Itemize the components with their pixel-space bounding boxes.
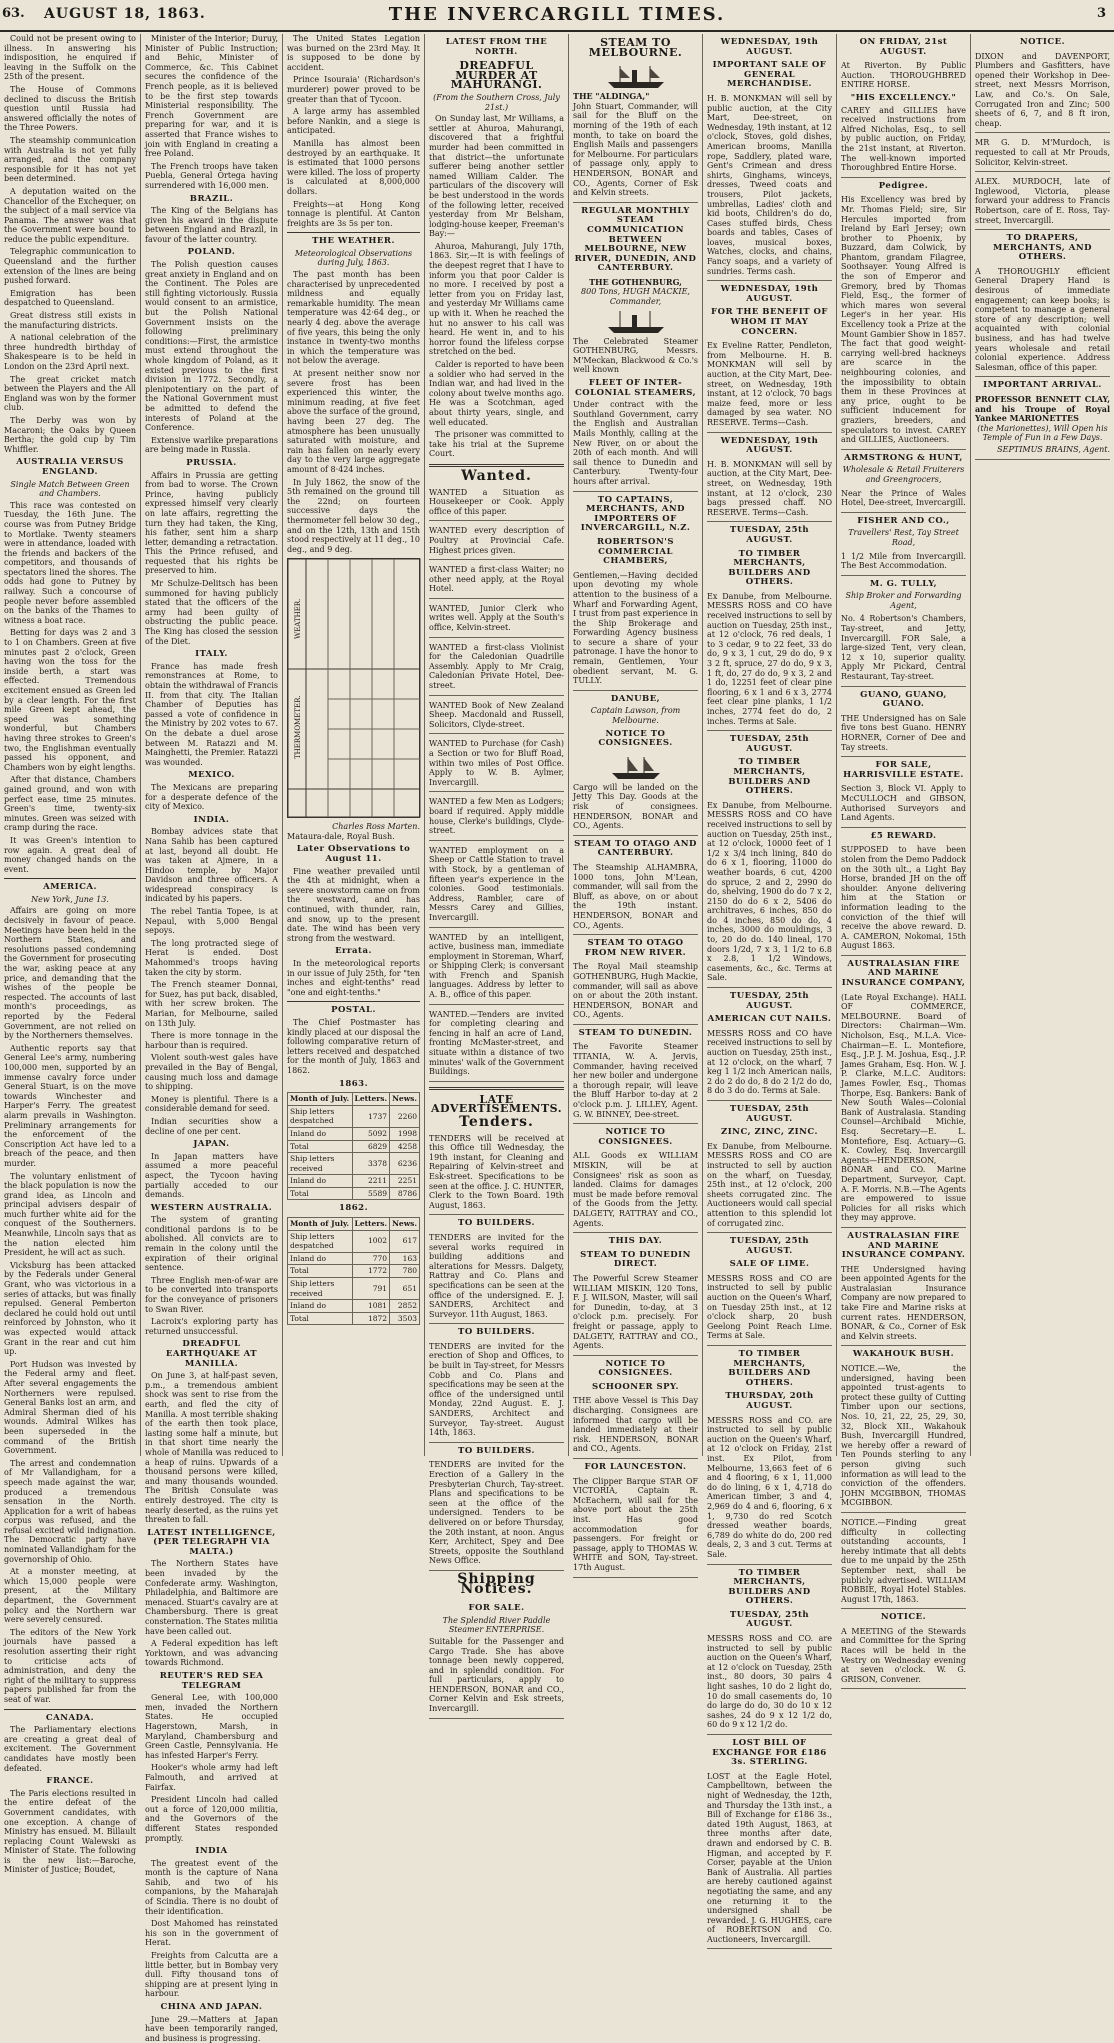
ad-tender-town-board: TENDERS will be received at this Office till Wednesday, the 19th instant, for Cleaning and Repairing of Kelvin-street and Esk-street. Specifications to be seen at the office. J. C. HUNTER, Clerk to the Town Board. 19th August, 1863. bbox=[429, 1132, 564, 1216]
ship-gothenburg: THE GOTHENBURG, bbox=[589, 276, 682, 287]
sub-armstrong: Wholesale & Retail Fruiterers and Greengrocers, bbox=[842, 465, 965, 484]
postal-table-1862 bbox=[287, 1217, 420, 1325]
heading-australia-england: AUSTRALIA VERSUS ENGLAND. bbox=[16, 457, 124, 477]
heading-excellency: "HIS EXCELLENCY." bbox=[850, 92, 957, 103]
ad-consignees-2: ALL Goods ex WILLIAM MISKIN, will be at Consignees' risk as soon as landed. Claims for damages must be made before removal of the Goods from the Jetty. DALGETY, RATTRAY and CO., Agents. bbox=[573, 1149, 698, 1233]
ad-timber-1: Ex Danube, from Melbourne. MESSRS ROSS and CO have received instructions to sell by auction on Tuesday, 25th inst., at 12 o'clock, 76 red deals, 1 to 3 cedar, 9 to 22 feet, 33 do do, 9 x 3, 1 cut, 29 do do, 9 x 3 2 ft, spruce, 27 do do, 9 x 3, 1 ft, do, 27 do do, 9 x 3, 2 and 1 do, 12251 feet of clear pine flooring, 6 x 1 and 6 x 3, 2774 feet clear pine planks, 1 1/2 inches, 2774 feet do do, 2 inches. Terms at Sale. bbox=[707, 590, 832, 731]
ad-arrival bbox=[975, 393, 1110, 460]
heading-latest-north: LATEST FROM THE NORTH. bbox=[445, 37, 548, 57]
heading-robertson: ROBERTSON'S COMMERCIAL CHAMBERS, bbox=[597, 536, 674, 567]
heading-danube: DANUBE, bbox=[610, 693, 661, 704]
column-7 bbox=[836, 34, 970, 1684]
for-sale-ship: The Splendid River Paddle Steamer ENTERPRISE. bbox=[442, 1615, 551, 1635]
table-cell: 5092 bbox=[352, 1127, 390, 1140]
table-row bbox=[288, 1105, 420, 1127]
table-cell: 2852 bbox=[390, 1300, 420, 1313]
table-row bbox=[288, 1127, 420, 1140]
heading-thu: THURSDAY, 20th AUGUST. bbox=[725, 1391, 814, 1411]
columns bbox=[0, 34, 1114, 2043]
masthead bbox=[0, 0, 1114, 32]
weather-table bbox=[287, 558, 420, 818]
ad-consignees-1: Cargo will be landed on the Jetty This Day. Goods at the risk of consignees. HENDERSON, BONAR and CO., Agents. bbox=[573, 751, 698, 836]
heading-timber-2: TO TIMBER MERCHANTS, BUILDERS AND OTHERS. bbox=[728, 757, 811, 797]
heading-consignees-2: NOTICE TO CONSIGNEES. bbox=[598, 1127, 673, 1147]
ad-wanted-2: WANTED every description of Poultry at Provincial Cafe. Highest prices given. bbox=[429, 524, 564, 560]
heading-steam-otago: STEAM TO OTAGO AND CANTERBURY. bbox=[574, 838, 697, 859]
ad-meeting: A MEETING of the Stewards and Committee for the Spring Races will be held in the Vestry on Wednesday evening at seven o'clock. W. G. GRISON, Convener. bbox=[841, 1625, 966, 1690]
newspaper-title: THE INVERCARGILL TIMES. bbox=[388, 4, 726, 25]
ad-wanted-11: WANTED.—Tenders are invited for completing clearing and fencing in half an acre of Land, fronting McMaster-street, and situate within a distance of two minutes' walk of the Government Buildings. bbox=[429, 1008, 564, 1082]
heading-canada: CANADA. bbox=[45, 1712, 95, 1723]
weather-signature: Charles Ross Marten. bbox=[332, 822, 420, 832]
table-cell: 8786 bbox=[390, 1187, 420, 1200]
table-row bbox=[288, 1265, 420, 1278]
table-cell: Total bbox=[288, 1265, 353, 1278]
ad-gothenburg-2: The Royal Mail steamship GOTHENBURG, Hugh Mackie, commander, will sail as above on or about the 20th instant. HENDERSON, BONAR and CO., Agents. bbox=[573, 960, 698, 1025]
sub-tully: Ship Broker and Forwarding Agent, bbox=[845, 591, 962, 610]
table-cell: 651 bbox=[390, 1278, 420, 1300]
heading-weather: THE WEATHER. bbox=[312, 236, 395, 247]
ad-pedigree: His Excellency was bred by Mr. Thomas Field; sire, Sir Hercules imported from Ireland by Earl Jersey; own brother to Phoenix, by Buzzard, dam Colwick, by Phantom, grandam Filagree, Soothsayer. Young Alfred is the son of Emperor and Gremory, bred by Thomas Field, Esq., the former of which mares won several Leger's in her year. His Excellency took a Prize at the Mount Gambier Show in 1857. The fact that good weight-carrying well-bred hackneys are scarce in the neighbouring colonies, and the impossibility to obtain them in these Provinces at any price, ought to be sufficient inducement for graziers, breeders, and speculators to invest. CAREY and GILLIES, Auctioneers. bbox=[841, 193, 966, 449]
heading-tue-5: TUESDAY, 25th AUGUST. bbox=[729, 1236, 810, 1256]
table-cell: Ship letters despatched bbox=[288, 1105, 353, 1127]
table-cell: 2260 bbox=[390, 1105, 420, 1127]
ad-wanted-9: WANTED employment on a Sheep or Cattle Station to travel with Stock, by a gentleman of fifteen year's experience in the colonies. Good testimonials. Address, Rambler, care of Messrs Carey and Gillies, Invercargill. bbox=[429, 844, 564, 928]
heading-dunedin-direct: STEAM TO DUNEDIN DIRECT. bbox=[580, 1249, 691, 1270]
dateline-america: New York, June 13. bbox=[31, 894, 109, 904]
table-cell: 3378 bbox=[352, 1153, 390, 1175]
ad-harrisville: Section 3, Block VI. Apply to McCULLOCH and GIBSON, Authorised Surveyors and Land Agents. bbox=[841, 782, 966, 827]
ad-lost-bill: LOST at the Eagle Hotel, Campbelltown, between the night of Wednesday, the 12th, and Thursday the 13th inst., a Bill of Exchange for £186 3s., dated 19th August, 1863, at three months after date, drawn and endorsed by C. B. Higman, and accepted by F. Corser, payable at the Union Bank of Australia. All parties are hereby cautioned against negotiating the same, and any one returning it to the undersigned shall be rewarded. J. G. HUGHES, care of ROBERTSON and Co. Auctioneers, Invercargill. bbox=[707, 1770, 832, 1950]
steamship-icon bbox=[606, 64, 666, 90]
heading-mexico: MEXICO. bbox=[188, 770, 235, 781]
heading-india-2: INDIA bbox=[195, 1846, 228, 1857]
ad-monkman-chaff: H. B. MONKMAN will sell by auction, at the City Mart, Dee-street, on Wednesday, 19th instant, at 12 o'clock, 230 bags pressed chaff. NO RESERVE. Terms—Cash. bbox=[707, 458, 832, 523]
table-cell: 1081 bbox=[352, 1300, 390, 1313]
label-thermometer: THERMOMETER. bbox=[294, 695, 302, 760]
postal-title-1862: 1862. bbox=[338, 1203, 369, 1214]
page-number-right: 3 bbox=[1096, 6, 1106, 21]
heading-benefit: FOR THE BENEFIT OF WHOM IT MAY CONCERN. bbox=[711, 307, 828, 337]
heading-monthly-steam: REGULAR MONTHLY STEAM COMMUNICATION BETWEEN MELBOURNE, NEW RIVER, DUNEDIN, AND CANTERBURY. bbox=[574, 205, 697, 274]
heading-tue-4: TUESDAY, 25th AUGUST. bbox=[729, 1103, 810, 1124]
heading-steam-melbourne: STEAM TO MELBOURNE. bbox=[588, 36, 683, 59]
table-cell: 4258 bbox=[390, 1140, 420, 1153]
ad-builders-1: TENDERS are invited for the several works required in building additions and alterations for Messrs. Dalgety, Rattray and Co. Plans and specifications can be seen at the office of the undersigned. E. J. SANDERS, Architect and Surveyor. 11th August, 1863. bbox=[429, 1231, 564, 1324]
ad-builders-2: TENDERS are invited for the erection of Shop and Offices, to be built in Tay-street, for Messrs Cobb and Co. Plans and specifications may be seen at the office of the undersigned until Monday, 22nd August. E. J. SANDERS, Architect and Surveyor, Tay-street. August 14th, 1863. bbox=[429, 1340, 564, 1443]
ad-gothenburg: THE GOTHENBURG, 800 Tons, HUGH MACKIE, Commander, The Celebrated Steamer GOTHENBURG, Messrs. M'Meckan, Blackwood & Co.'s well known FLEET OF INTER-COLONIAL STEAMERS, Under contract with the Southland Government, carry the English and Australian Mails Monthly, calling at the New River, on or about the 20th of each month. And will sail thence to Dunedin and Canterbury. Twenty-four hours after arrival. bbox=[573, 276, 698, 492]
ad-tully: No. 4 Robertson's Chambers, Tay-street, and Jetty, Invercargill. FOR Sale, a large-sized Tent, very clean, 12 x 10, superior quality. Apply Mr Pickard, Central Restaurant, Tay-street. bbox=[841, 612, 966, 686]
postal-title-1863: 1863. bbox=[338, 1078, 369, 1089]
heading-notice-8: NOTICE. bbox=[1019, 37, 1066, 47]
heading-tully: M. G. TULLY, bbox=[869, 578, 938, 589]
heading-china-japan: CHINA AND JAPAN. bbox=[160, 2002, 263, 2012]
ad-lime: MESSRS ROSS and CO are instructed to sell by public auction on the Queen's Wharf, on Tuesday 25th inst., at 12 o'clock sharp, 20 bush Geelong Point Reach Lime. Terms at Sale. bbox=[707, 1272, 832, 1346]
sub-australia-england: Single Match Between Green and Chambers. bbox=[10, 479, 130, 499]
table-cell: Inland do bbox=[288, 1300, 353, 1313]
heading-arrival: IMPORTANT ARRIVAL. bbox=[983, 380, 1102, 391]
heading-italy: ITALY. bbox=[195, 649, 228, 660]
later-observations: Later Observations to August 11. bbox=[296, 844, 411, 865]
column-2: Minister of the Interior; Duruy, Minister of Public Instruction; and Behic, Minister of Commerce, &c. This Cabinet secures the confidence of the French people, as it is believed to be the first step towards Ministerial responsibility. The French Government are preparing for war, and it is asserted that France wishes to join with England in creating a free Poland. The French troops have taken Puebla, General Ortega having surrendered with 16,000 men. BRAZIL. The King of the Belgians has given his award in the dispute between England and Brazil, in favour of the latter country. POLAND. The Polish question causes great anxiety in England and on the Continent. The Poles are still fighting victoriously. Russia would consent to an armistice, but the Polish National Government insists on the following preliminary conditions:—First, the armistice must extend throughout the whole kingdom of Poland, as it existed previous to the first division in 1772. Secondly, a plenipotentiary on the part of the National Government must be admitted to defend the interests of Poland at the Conference. Extensive warlike preparations are being made in Russia. PRUSSIA. Affairs in Prussia are getting from bad to worse. The Crown Prince, having publicly expressed himself very clearly on late affairs, regretting the turn they had taken, the King, his father, sent him a sharp letter, demanding a retractation. This the Prince refused, and requested that his rights be preserved to him. Mr Schulze-Delitsch has been summoned for having publicly stated that the officers of the army had been guilty of obstructing the public peace. The King has closed the session of the Diet. ITALY. France has made fresh remonstrances at Rome, to obtain the withdrawal of Francis II. from that city. The Italian Chamber of Deputies has passed a vote of confidence in the Ministry by 202 votes to 67. On the debate a duel arose between M. Ratazzi and M. Mainghetti, the Premier. Ratazzi was wounded. MEXICO. The Mexicans are preparing for a desperate defence of the city of Mexico. INDIA. Bombay advices state that Nana Sahib has been captured at last, beyond all doubt. He was taken at Ajmere, in a Hindoo temple, by Major Davidson and three officers. A widespread conspiracy is indicated by his papers. The rebel Tantia Topee, is at Nepaul, with 5,000 Bengal sepoys. The long protracted siege of Herat is ended. Dost Mahommed's troops having taken the city by storm. The French steamer Donnai, for Suez, has put back, disabled, with her screw broken. The Marian, for Melbourne, sailed on 13th July. There is more tonnage in the harbour than is required. Violent south-west gales have prevailed in the Bay of Bengal, causing much loss and damage to shipping. Money is plentiful. There is a considerable demand for seed. Indian securities show a decline of one per cent. JAPAN. In Japan matters have assumed a more peaceful aspect, the Tycoon having partially acceded to our demands. WESTERN AUSTRALIA. The system of granting conditional pardons is to be abolished. All convicts are to remain in the colony until the expiration of their original sentence. Three English men-of-war are to be converted into transports for the conveyance of prisoners to Swan River. Lacroix's exploring party has returned unsuccessful. DREADFUL EARTHQUAKE AT MANILLA. On June 3, at half-past seven, p.m., a tremendous ambient shock was sent to rise from the earth, and fled the city of Manilla. A most terrible shaking of the earth then took place, lasting some half a minute, but in that short time nearly the whole of Manilla was reduced to a heap of ruins. Upwards of a thousand persons were killed, and many thousands wounded. The British Consulate was entirely destroyed. The city is nearly deserted, as the ruins yet threaten to fall. LATEST INTELLIGENCE, (PER TELEGRAPH VIA MALTA.) The Northern States have been invaded by the Confederate army. Washington, Philadelphia, and Baltimore are menaced. Stuart's cavalry are at Chambersburg. There is great consternation. The States militia have been called out. A Federal expedition has left Yorktown, and was advancing towards Richmond. REUTER'S RED SEA TELEGRAM General Lee, with 100,000 men, invaded the Northern States. He occupied Hagerstown, Marsh, in Maryland, Chambersburg and Green Castle, Pennsylvania. He has infested Harper's Ferry. Hooker's whole army had left Falmouth, and arrived at Fairfax. President Lincoln had called out a force of 120,000 militia, and the Governors of the different States responded promptly. INDIA The greatest event of the month is the capture of Nana Sahib, and two of his companions, by the Maharajah of Scindia. There is no doubt of their identification. Dost Mahomed has reinstated his son in the government of Herat. Freights from Calcutta are a little better, but in Bombay very dull. Fifty thousand tons of shipping are at present lying in harbour. CHINA AND JAPAN. June 29.—Matters at Japan have been temporarily ranged, and business is progressing. bbox=[140, 34, 282, 1456]
heading-earthquake: DREADFUL EARTHQUAKE AT MANILLA. bbox=[165, 1339, 258, 1369]
weather-table-grid bbox=[288, 559, 420, 817]
heading-general-merchandise: IMPORTANT SALE OF GENERAL MERCHANDISE. bbox=[712, 60, 827, 90]
table-cell: Inland do bbox=[288, 1127, 353, 1140]
heading-wed-2: WEDNESDAY, 19th AUGUST. bbox=[720, 284, 819, 304]
table-header: News. bbox=[390, 1093, 420, 1106]
table-cell: Total bbox=[288, 1312, 353, 1325]
heading-launceston: FOR LAUNCESTON. bbox=[584, 1462, 687, 1473]
heading-this-day: THIS DAY. bbox=[608, 1236, 663, 1247]
ad-robertson: Gentlemen,—Having decided upon devoting my whole attention to the business of a Wharf and Forwarding Agent, I trust from past experience in the Ship Brokerage and Forwarding Agency business to secure a share of your patronage. I have the honor to remain, Gentlemen, Your obedient servant, M. G. TULLY. bbox=[573, 569, 698, 691]
ad-excellency: At Riverton. By Public Auction. THOROUGHBRED ENTIRE HORSE. "HIS EXCELLENCY." CAREY and GILLIES have received instructions from Alfred Nicholas, Esq., to sell by public auction, on Friday, the 21st instant, at Riverton. The well-known imported Thoroughbred Entire Horse. bbox=[841, 59, 966, 178]
ad-wanted-1: WANTED a Situation as Housekeeper or Cook. Apply office of this paper. bbox=[429, 486, 564, 522]
heading-friday: ON FRIDAY, 21st AUGUST. bbox=[859, 37, 948, 57]
heading-insurance: AUSTRALASIAN FIRE AND MARINE INSURANCE COMPANY, bbox=[841, 958, 966, 989]
ad-monkman-1: H. B. MONKMAN will sell by public auction, at the City Mart, Dee-street, on Wednesday, 19th instant, at 12 o'clock, Stoves, gold dishes, American brooms, Manilla rope, Saddlery, plated ware, Gent's Crimean and dress shirts, Ginghams, winceys, dresses, Tweed coats and trousers, Pilot jackets, umbrellas, Ladies' cloth and kid boots, Children's do do, Cases stuffed birds, Chess boards and tables, Cases of loaves, musical boxes, Watches, clocks, and chains, Fancy soaps, and a variety of sundries. Terms cash. bbox=[707, 92, 832, 281]
table-cell: 1772 bbox=[352, 1265, 390, 1278]
ad-wanted-3: WANTED a first-class Waiter; no other need apply, at the Royal Hotel. bbox=[429, 563, 564, 599]
heading-notice-7: NOTICE. bbox=[880, 1612, 927, 1623]
ad-wanted-6: WANTED Book of New Zealand Sheep. Macdonald and Russell, Solicitors, Clyde-street. bbox=[429, 699, 564, 735]
heading-france: FRANCE. bbox=[46, 1776, 94, 1787]
arrival-signature: SEPTIMUS BRAINS, Agent. bbox=[997, 444, 1110, 454]
ad-nails: MESSRS ROSS and CO have received instructions to sell by auction on Tuesday, 25th inst., at 12 o'clock, on the wharf, 7 keg 1 1/2 inch American nails, 2 do 2 do do, 8 do 2 1/2 do do, 8 do 3 do do. Terms at Sale. bbox=[707, 1027, 832, 1101]
heading-timber-1: TO TIMBER MERCHANTS, BUILDERS AND OTHERS. bbox=[728, 548, 811, 588]
heading-shipping: Shipping Notices. bbox=[457, 1570, 536, 1597]
table-cell: Inland do bbox=[288, 1175, 353, 1188]
column-1: Could not be present owing to illness. In answering his indisposition, he enquired if leaving in the Suffolk on the 25th of the present. The House of Commons declined to discuss the British question until Russia had answered officially the notes of the Three Powers. The steamship communication with Australia is not yet fully arranged, and the company responsible for it has not yet been determined. A deputation waited on the Chancellor of the Exchequer, on the subject of a mail service via Panama. The answer was that the Government were bound to reduce the public expenditure. Telegraphic communication to Queensland and the further extension of the lines are being pushed forward. Emigration has been despatched to Queensland. Great distress still exists in the manufacturing districts. A national celebration of the three hundredth birthday of Shakespeare is to be held in London on the 23rd April next. The great cricket match between the Players and the All England was won by the former club. The Derby was won by Macaroni; the Oaks by Queen Bertha; the gold cup by Tim Whiffler. AUSTRALIA VERSUS ENGLAND. Single Match Between Green and Chambers. This race was contested on Tuesday, the 16th June. The course was from Putney Bridge to Mortlake. Twenty steamers were in attendance, loaded with the friends and backers of the competitors, and thousands of spectators lined the shores. The odds had gone to Putney by railway. Such a concourse of people never before assembled on the banks of the Thames to witness a boat race. Betting for days was 2 and 3 to 1 on Chambers. Green at five minutes past 2 o'clock, Green having won the toss for the inside berth, a start was effected. Tremendous excitement ensued as Green led by a clear length. For the first mile Green kept ahead, the speed was something wonderful, but Chambers having three strokes to Green's two, the Englishman eventually passed his opponent, and Chambers won by eight lengths. After that distance, Chambers gained ground, and won with perfect ease, time 25 minutes. Green's time, twenty-six minutes. Green was seized with cramp during the race. It was Green's intention to row again. A great deal of money changed hands on the event. AMERICA. New York, June 13. Affairs are going on more decisively in favour of peace. Meetings have been held in the Northern States, and resolutions passed condemning the Government for prosecuting the war, asking peace at any price, and demanding that the wishes of the people be respected. The accounts of last month's proceedings, as reported by the Federal Government, are not relied on by the Northerners themselves. Authentic reports say that General Lee's army, numbering 100,000 men, supported by an immense cavalry force under General Stuart, is on the move towards Winchester and Harper's Ferry. The greatest alarm prevails in Washington. Preliminary arrangements for the enforcement of the Conscription Act have led to a breach of the peace, and then murder. The voluntary enlistment of the black population is now the grand idea, as Lincoln and principal advisers despair of much further white aid for the conquest of the Southerners. Meanwhile, Lincoln says that as the nation elected him President, he will act as such. Vicksburg has been attacked by the Federals under General Grant, who was victorious in a series of attacks, but was finally repulsed. General Pemberton declared he could hold out until reinforced by Johnston, who it was expected would attack Grant in the rear and cut him up. Port Hudson was invested by the Federal army and fleet. After several engagements the Northerners were repulsed. General Banks lost an arm, and Admiral Sherman died of his wounds. Admiral Wilkes has been superseded in the command of the British Government. The arrest and condemnation of Mr Vallandigham, for a speech made against the war, produced a tremendous sensation in the North. Application for a writ of habeas corpus was refused, and the refusal excited wild indignation. The Democratic party have nominated Vallandigham for the governorship of Ohio. At a monster meeting, at which 15,000 people were present, at the Military department, the Government policy and the Northern war were severely censured. The editors of the New York journals have passed a resolution asserting their right to criticise acts of administration, and deny the right of the military to suppress papers published far from the seat of war. CANADA. The Parliamentary elections are creating a great deal of excitement. The Government candidates have mostly been defeated. FRANCE. The Paris elections resulted in the entire defeat of the Government candidates, with one exception. A change of Ministry has ensued. M. Billault replacing Count Walewski as Minister of State. The following is the new list:—Baroche, Minister of Justice; Boudet, bbox=[4, 34, 136, 1875]
label-weather: WEATHER. bbox=[294, 598, 302, 640]
heading-steam-otago-2: STEAM TO OTAGO FROM NEW RIVER. bbox=[584, 938, 687, 958]
table-row bbox=[288, 1252, 420, 1265]
ad-wanted-5: WANTED a first-class Violinist for the Caledonian Quadrille Assembly. Apply to Mr Craig, Caledonian Private Hotel, Dee-street. bbox=[429, 641, 564, 696]
heading-america: AMERICA. bbox=[43, 882, 97, 893]
heading-builders-3: TO BUILDERS. bbox=[458, 1445, 535, 1456]
heading-zinc: ZINC, ZINC, ZINC. bbox=[721, 1127, 818, 1138]
heading-late-advertisements: LATE ADVERTISEMENTS. bbox=[430, 1092, 563, 1116]
ad-william-miskin: The Powerful Screw Steamer WILLIAM MISKIN, 120 Tons, F. J. WILSON, Master, will sail for Dunedin, to-day, at 3 o'clock p.m. precisely. For freight or passage, apply to DALGETY, RATTRAY and CO., Agents. bbox=[573, 1272, 698, 1356]
heading-pedigree: Pedigree. bbox=[878, 180, 929, 191]
table-row bbox=[288, 1187, 420, 1200]
heading-builders-2: TO BUILDERS. bbox=[458, 1327, 535, 1338]
table-cell: 3503 bbox=[390, 1312, 420, 1325]
column-4: LATEST FROM THE NORTH. DREADFUL MURDER AT MAHURANGI. (From the Southern Cross, July 21st.) On Sunday last, Mr Williams, a settler at Ahuroa, Mahurangi, discovered that a frightful murder had been committed in that district—the unfortunate sufferer being another settler named William Calder. The particulars of the discovery will be best understood in the words of the following letter, received yesterday from Mr Belsham, lodging-house keeper, Freeman's Bay:— Ahuroa, Mahurangi, July 17th, 1863. Sir,—It is with feelings of the deepest regret that I have to inform you that poor Calder is no more. I received by post a letter from you on Friday last, and yesterday Mr Williams came up with it. When he reached the hut no answer to his call was heard. He went in, and to his horror found the lifeless corpse stretched on the bed. Calder is reported to have been a soldier who had served in the Indian war, and had lived in the colony about twelve months ago. He was a Scotchman, aged about thirty years, single, and well educated. The prisoner was committed to take his trial at the Supreme Court. Wanted. WANTED a Situation as Housekeeper or Cook. Apply office of this paper. WANTED every description of Poultry at Provincial Cafe. Highest prices given. WANTED a first-class Waiter; no other need apply, at the Royal Hotel. WANTED, Junior Clerk who writes well. Apply at the South's office, Kelvin-street. WANTED a first-class Violinist for the Caledonian Quadrille Assembly. Apply to Mr Craig, Caledonian Private Hotel, Dee-street. WANTED Book of New Zealand Sheep. Macdonald and Russell, Solicitors, Clyde-street. WANTED to Purchase (for Cash) a Section or two for Bluff Road, within two miles of Post Office. Apply to W. B. Aylmer, Invercargill. WANTED a few Men as Lodgers; board if required. Apply middle house, Clerke's buildings, Clyde-street. WANTED employment on a Sheep or Cattle Station to travel with Stock, by a gentleman of fifteen year's experience in the colonies. Good testimonials. Address, Rambler, care of Messrs Carey and Gillies, Invercargill. WANTED by an intelligent, active, business man, immediate employment in Storeman, Wharf, or Shipping Clerk; is conversant with French and Spanish languages. Address by letter to A. B., office of this paper. WANTED.—Tenders are invited for completing clearing and fencing in half an acre of Land, fronting McMaster-street, and situate within a distance of two minutes' walk of the Government Buildings. LATE ADVERTISEMENTS. Tenders. TENDERS will be received at this Office till Wednesday, the 19th instant, for Cleaning and Repairing of Kelvin-street and Esk-street. Specifications to be seen at the office. J. C. HUNTER, Clerk to the Town Board. 19th August, 1863. TO BUILDERS. TENDERS are invited for the several works required in building additions and alterations for Messrs. Dalgety, Rattray and Co. Plans and specifications can be seen at the office of the undersigned. E. J. SANDERS, Architect and Surveyor. 11th August, 1863. TO BUILDERS. TENDERS are invited for the erection of Shop and Offices, to be built in Tay-street, for Messrs Cobb and Co. Plans and specifications may be seen at the office of the undersigned until Monday, 22nd August. E. J. SANDERS, Architect and Surveyor, Tay-street. August 14th, 1863. TO BUILDERS. TENDERS are invited for the Erection of a Gallery in the Presbyterian Church, Tay-street. Plans and specifications to be seen at the office of the undersigned. Tenders to be delivered on or before Thursday, the 20th instant, at noon. Angus Kerr, Architect, Spey and Dee Streets, opposite the Southland News Office. Shipping Notices. FOR SALE. The Splendid River Paddle Steamer ENTERPRISE. Suitable for the Passenger and Cargo Trade. She has above tonnage been newly coppered, and in splendid condition. For full particulars, apply to HENDERSON, BONAR and CO., Corner Kelvin and Esk streets, Invercargill. bbox=[424, 34, 568, 1456]
table-cell: Total bbox=[288, 1140, 353, 1153]
table-cell: 6236 bbox=[390, 1153, 420, 1175]
heading-nails: AMERICAN CUT NAILS. bbox=[707, 1014, 832, 1025]
table-cell: 5589 bbox=[352, 1187, 390, 1200]
heading-poland: POLAND. bbox=[187, 247, 236, 258]
table-cell: 780 bbox=[390, 1265, 420, 1278]
table-header: Letters. bbox=[352, 1093, 390, 1106]
heading-steam-dunedin: STEAM TO DUNEDIN. bbox=[578, 1027, 693, 1038]
ad-timber-4: MESSRS ROSS and CO. are instructed to sell by public auction on the Queen's Wharf, at 12 o'clock on Tuesday, 25th inst., 80 doors, 30 pairs 4 light sashes, 10 do 2 light do, 10 do small casements do, 10 do large do do, 30 do 10 x 12 sashes, 24 do 9 x 12 1/2 do, 60 do 9 x 12 1/2 do. bbox=[707, 1632, 832, 1735]
table-header: Month of July. bbox=[288, 1093, 353, 1106]
ad-for-sale-steamer: FOR SALE. The Splendid River Paddle Steamer ENTERPRISE. Suitable for the Passenger and Cargo Trade. She has above tonnage been newly coppered, and in splendid condition. For full particulars, apply to HENDERSON, BONAR and CO., Corner Kelvin and Esk streets, Invercargill. bbox=[429, 1598, 564, 1719]
table-cell: 617 bbox=[390, 1230, 420, 1252]
heading-wakahouk: WAKAHOUK BUSH. bbox=[852, 1349, 955, 1360]
table-row bbox=[288, 1278, 420, 1300]
ad-fisher: 1 1/2 Mile from Invercargill. The Best Accommodation. bbox=[841, 550, 966, 576]
heading-armstrong: ARMSTRONG & HUNT, bbox=[844, 452, 963, 463]
heading-harrisville: FOR SALE, HARRISVILLE ESTATE. bbox=[843, 760, 964, 780]
steamship-icon bbox=[606, 309, 666, 335]
ad-alhambra: The Steamship ALHAMBRA, 1000 tons, John M'Lean, commander, will sail from the Bluff, as above, on or about the 19th instant. HENDERSON, BONAR and CO., Agents. bbox=[573, 861, 698, 935]
heading-tue-6: TUESDAY, 25th AUGUST. bbox=[729, 1609, 810, 1630]
table-cell: Ship letters received bbox=[288, 1278, 353, 1300]
table-row bbox=[288, 1312, 420, 1325]
ad-wanted-10: WANTED by an intelligent, active, business man, immediate employment in Storeman, Wharf, or Shipping Clerk; is conversant with French and Spanish languages. Address by letter to A. B., office of this paper. bbox=[429, 931, 564, 1005]
page-number-left: 63. bbox=[2, 6, 25, 21]
ad-insurance: (Late Royal Exchange). HALL OF COMMERCE, MELBOURNE. Board of Directors: Chairman—Wm. Nicholson, Esq., M.L.A. Vice-Chairman—E. L. Montefiore, Esq., J.P. J. M. Joshua, Esq., J.P. James Graham, Esq. Hon. W. J. P. Clarke, M.L.C. Auditors: James Fowler, Esq., Thomas Thorpe, Esq. Bankers: Bank of New South Wales—Colonial Bank of Australasia. Standing Counsel—Archibald Michie, Esq. Secretary—E. L. Montefiore, Esq. Actuary—G. K. Cowley, Esq. Invercargill Agents—HENDERSON, BONAR and CO. Marine Department, Surveyor, Capt. A. F. Morris. N.B.—The Agents are empowered to issue Policies for all risks which they may approve. bbox=[841, 991, 966, 1228]
table-cell: Ship letters received bbox=[288, 1153, 353, 1175]
heading-wed-3: WEDNESDAY, 19th AUGUST. bbox=[720, 435, 819, 456]
table-row bbox=[288, 1300, 420, 1313]
ad-armstrong: Near the Prince of Wales Hotel, Dee-street, Invercargill. bbox=[841, 487, 966, 513]
heading-wed-1: WEDNESDAY, 19th AUGUST. bbox=[720, 37, 819, 57]
table-row bbox=[288, 1175, 420, 1188]
for-sale-heading: FOR SALE. bbox=[468, 1603, 525, 1614]
heading-consignees-1: NOTICE TO CONSIGNEES. bbox=[598, 728, 673, 749]
heading-india: INDIA. bbox=[193, 814, 230, 825]
issue-date: AUGUST 18, 1863. bbox=[44, 6, 206, 22]
table-cell: Total bbox=[288, 1187, 353, 1200]
heading-reward: £5 REWARD. bbox=[870, 830, 937, 841]
table-cell: 6829 bbox=[352, 1140, 390, 1153]
arrival-sub: (the Marionettes), Will Open his Temple of Fun in a Few Days. bbox=[977, 423, 1108, 443]
heading-fisher: FISHER AND CO., bbox=[857, 515, 950, 526]
ad-benefit: Ex Eveline Ratter, Pendleton, from Melbourne. H. B. MONKMAN will sell by auction, at the City Mart, Dee-street, on Wednesday, 19th instant, at 12 o'clock, 70 bags maize feed, more or less damaged by sea water. NO RESERVE. Terms—Cash. bbox=[707, 339, 832, 432]
ad-guano: THE Undersigned has on Sale five tons best Guano. HENRY HORNER, Corner of Dee and Tay streets. bbox=[841, 712, 966, 757]
heading-wanted: Wanted. bbox=[461, 467, 532, 484]
ad-schooner-spy: THE above Vessel is This Day discharging. Consignees are informed that cargo will be landed immediately at their risk. HENDERSON, BONAR and CO., Agents. bbox=[573, 1394, 698, 1459]
ad-wanted-8: WANTED a few Men as Lodgers; board if required. Apply middle house, Clerke's buildings, Clyde-street. bbox=[429, 795, 564, 840]
heading-tenders: Tenders. bbox=[459, 1114, 534, 1130]
heading-timber-4: TO TIMBER MERCHANTS, BUILDERS AND OTHERS. bbox=[728, 1567, 811, 1607]
table-cell: 1002 bbox=[352, 1230, 390, 1252]
heading-brazil: BRAZIL. bbox=[189, 193, 234, 204]
sub-fisher: Travellers' Rest, Tay Street Road, bbox=[848, 528, 959, 547]
heading-japan: JAPAN. bbox=[193, 1139, 230, 1150]
ad-zinc: Ex Danube, from Melbourne. MESSRS ROSS and CO are instructed to sell by auction on the wharf, on Tuesday, 25th inst., at 12 o'clock, 200 sheets corrugated zinc. The Auctioneers would call special attention to this splendid lot of corrugated zinc. bbox=[707, 1140, 832, 1233]
column-8 bbox=[970, 34, 1114, 1456]
ad-insurance-2: THE Undersigned having been appointed Agents for the Australasian Insurance Company are now prepared to take Fire and Marine risks at current rates. HENDERSON, BONAR, & Co., Corner of Esk and Kelvin streets. bbox=[841, 1263, 966, 1347]
ad-wanted-7: WANTED to Purchase (for Cash) a Section or two for Bluff Road, within two miles of Post Office. Apply to W. B. Aylmer, Invercargill. bbox=[429, 737, 564, 792]
table-row bbox=[288, 1140, 420, 1153]
table-cell: 1872 bbox=[352, 1312, 390, 1325]
heading-lost-bill: LOST BILL OF EXCHANGE FOR £186 3s. STERLING. bbox=[712, 1738, 827, 1768]
ad-titania: The Favorite Steamer TITANIA, W. A. Jervis, Commander, having received her new boiler and undergone a thorough repair, will leave the Bluff Harbor to-day at 2 o'clock p.m. J. LILLEY, Agent. G. W. BINNEY, Dee-street. bbox=[573, 1040, 698, 1124]
heading-lime: SALE OF LIME. bbox=[729, 1259, 810, 1270]
heading-captains: TO CAPTAINS, MERCHANTS, AND IMPORTERS OF INVERCARGILL, N.Z. bbox=[580, 494, 691, 534]
column-3: The United States Legation was burned on the 23rd May. It is supposed to be done by accident. Prince Isouraia' (Richardson's murderer) power proved to be greater than that of Tycoon. A large army has assembled before Nankin, and a siege is anticipated. Manilla has almost been destroyed by an earthquake. It is estimated that 1000 persons were killed. The loss of property is calculated at 8,000,000 dollars. Freights—at Hong Kong tonnage is plentiful. At Canton freights are 3s 5s per ton. THE WEATHER. Meteorological Observations during July, 1863. The past month has been characterised by unprecedented mildness and equally remarkable humidity. The mean temperature was 42·64 deg., or nearly 4 deg. above the average of five years, this being the only instance in twenty-two months in which the temperature was not below the average. At present neither snow nor severe frost has been experienced this winter, the minimum reading, at five feet above the surface of the ground, having been 27 deg. The atmosphere has been unusually saturated with moisture, and rain has fallen on nearly every day to the very large aggregate amount of 8·424 inches. In July 1862, the snow of the 5th remained on the ground till the 22nd; on fourteen successive days the thermometer fell below 30 deg., and on the 12th, 13th and 15th stood respectively at 11 deg., 10 deg., and 9 deg. WEATHER. THERMOMETER. Charles Ross Marten. Mataura-dale, Royal Bush. Later Observations to August 11. Fine weather prevailed until the 4th at midnight, when a severe snowstorm came on from the westward, and has continued, with thunder, rain, and snow, up to the present date. The wind has been very strong from the westward. Errata. In the meteorological reports in our issue of July 25th, for "ten inches and eight-tenths" read "one and eight-tenths." POSTAL. The Chief Postmaster has kindly placed at our disposal the following comparative return of letters received and despatched for the month of July, 1863 and 1862. 1863. Month of July. Letters. News. Ship letters despatched 1737 2260 Inland do 5092 1998 Total 6829 4258 Ship letters received 3378 6236 Inland do 2211 2251 Total 5589 8786 1862. Month of July. Letters. News. Ship letters despatched 1002 617 Inland do 770 163 Total 1772 780 Ship letters received 791 651 Inland do 1081 2852 Total 1872 3503 bbox=[282, 34, 424, 1456]
column-6 bbox=[702, 34, 836, 1944]
weather-place: Mataura-dale, Royal Bush. bbox=[287, 831, 395, 841]
ad-timber-3: MESSRS ROSS and CO. are instructed to sell by public auction on the Queen's Wharf, at 12 o'clock on Friday, 21st inst. Ex Pilot, from Melbourne, 13,663 feet of 6 and 4 flooring, 6 x 1, 11,000 do do lining, 6 x 1, 4,718 do American timber, 3 and 4, 2,969 do 4 and 6, flooring, 6 x 1, 9,730 do red Scotch dressed weather boards, 6,789 do white do do, 200 red deals, 2, 3 and 3 cut. Terms at Sale. bbox=[707, 1414, 832, 1565]
table-cell: 770 bbox=[352, 1252, 390, 1265]
column-5 bbox=[568, 34, 702, 1572]
ad-murdoch: ALEX. MURDOCH, late of Inglewood, Victoria, please forward your address to Francis Robertson, care of E. Ross, Tay-street, Invercargill. bbox=[975, 175, 1110, 230]
ad-wakahouk: NOTICE.—We, the undersigned, having been appointed trust-agents to protect these guilty of Cutting Timber upon our sections, Nos. 10, 21, 22, 25, 29, 30, 32, Block XII., Wakahouk Bush, Invercargill Hundred, we hereby offer a reward of Ten Pounds sterling to any person giving such information as will lead to the conviction of the offenders. JOHN MCGIBBON, THOMAS MCGIBBON. bbox=[841, 1362, 966, 1513]
ad-dixon: DIXON and DAVENPORT, Plumbers and Gasfitters, have opened their Workshop in Dee-street, next Messrs Morrison, Law, and Co.'s. On Sale, Corrugated Iron and Zinc; 500 sheets of 6, 7, and 8 ft iron, cheap. bbox=[975, 50, 1110, 134]
ad-notice-robbie: NOTICE.—Finding great difficulty in collecting outstanding accounts, I hereby intimate that all debts due to me unpaid by the 25th September next, shall be publicly advertised. WILLIAM ROBBIE, Royal Hotel Stables. August 17th, 1863. bbox=[841, 1516, 966, 1609]
ad-mcmurdoch: MR G. D. M'Murdoch, is requested to call at Mr Prouds, Solicitor, Kelvin-street. bbox=[975, 136, 1110, 172]
table-row bbox=[288, 1153, 420, 1175]
heading-timber-3: TO TIMBER MERCHANTS, BUILDERS AND OTHERS. bbox=[728, 1349, 811, 1388]
heading-drapers: TO DRAPERS, MERCHANTS, AND OTHERS. bbox=[993, 233, 1092, 263]
sub-murder: (From the Southern Cross, July 21st.) bbox=[433, 92, 560, 112]
table-header: Month of July. bbox=[288, 1218, 353, 1231]
heading-tue-2: TUESDAY, 25th AUGUST. bbox=[729, 734, 810, 754]
arrival-text: PROFESSOR BENNETT CLAY, and his Troupe of Royal Yankee MARIONETTES bbox=[975, 394, 1110, 424]
heading-western-australia: WESTERN AUSTRALIA. bbox=[150, 1202, 273, 1213]
postal-table-1863 bbox=[287, 1092, 420, 1200]
sub-weather: Meteorological Observations during July, 1863. bbox=[294, 248, 413, 268]
heading-prussia: PRUSSIA. bbox=[186, 457, 237, 468]
ad-drapers: A THOROUGHLY efficient General Drapery Hand is desirous of immediate engagement; can keep books; is competent to manage a general store of any description; well acquainted with colonial business, and has had twelve years wholesale and retail colonial experience. Address Salesman, office of this paper. bbox=[975, 265, 1110, 378]
table-cell: Inland do bbox=[288, 1252, 353, 1265]
ship-gothenburg-sub: 800 Tons, HUGH MACKIE, Commander, bbox=[581, 287, 690, 307]
heading-murder: DREADFUL MURDER AT MAHURANGI. bbox=[450, 59, 543, 92]
table-cell: 1998 bbox=[390, 1127, 420, 1140]
heading-reuter: REUTER'S RED SEA TELEGRAM bbox=[159, 1671, 264, 1691]
heading-postal: POSTAL. bbox=[331, 1005, 376, 1016]
ship-aldinga: THE "ALDINGA," bbox=[573, 91, 650, 102]
table-header: News. bbox=[390, 1218, 420, 1231]
table-cell: 791 bbox=[352, 1278, 390, 1300]
heading-tue-1: TUESDAY, 25th AUGUST. bbox=[729, 525, 810, 545]
heading-schooner-spy: SCHOONER SPY. bbox=[592, 1381, 679, 1392]
heading-builders-1: TO BUILDERS. bbox=[458, 1218, 535, 1229]
table-cell: 1737 bbox=[352, 1105, 390, 1127]
ad-aldinga: THE "ALDINGA," John Stuart, Commander, will sail for the Bluff on the morning of the 19th of each month, to take on board the English Mails and passengers for Melbourne. For particulars of passage only, apply to HENDERSON, BONAR and CO., Agents, Corner of Esk and Kelvin streets. bbox=[573, 60, 698, 203]
ad-timber-2: Ex Danube, from Melbourne. MESSRS ROSS and CO have received instructions to sell by auction on Tuesday, 25th inst., at 12 o'clock, 10000 feet of 1 1/2 x 3/4 inch lining, 840 do do 6 x 1, flooring, 11000 do weather boards, 6 cut, 4200 do spruce, 2 and 2, 2990 do do, shelving, 1900 do do 7 x 2, 2150 do do 6 x 2, 5406 do architraves, 6 inches, 850 do do 4 inches, 850 do do, 4 inches, 3000 do mouldings, 3 to, 20 do do. 140 lineal, 170 doors 1/2d, 7 x 3, 1 1/2 to 6.8 x 2.8, 1 1/2 Windows, casements, &c., &c. Terms at Sale. bbox=[707, 799, 832, 988]
table-cell: Ship letters despatched bbox=[288, 1230, 353, 1252]
heading-fleet: FLEET OF INTER-COLONIAL STEAMERS, bbox=[574, 378, 697, 398]
ad-builders-3: TENDERS are invited for the Erection of a Gallery in the Presbyterian Church, Tay-street. Plans and specifications to be seen at the office of the undersigned. Tenders to be delivered on or before Thursday, the 20th instant, at noon. Angus Kerr, Architect, Spey and Dee Streets, opposite the Southland News Office. bbox=[429, 1458, 564, 1571]
ad-reward: SUPPOSED to have been stolen from the Demo Paddock on the 30th ult., a Light Bay Horse, branded JH on the off shoulder. Anyone delivering him at the Station or information leading to the conviction of the thief will receive the above reward. D. A. CAMERON, Nokomai, 15th August 1863. bbox=[841, 843, 966, 956]
table-cell: 2211 bbox=[352, 1175, 390, 1188]
heading-consignees-3: NOTICE TO CONSIGNEES. bbox=[598, 1358, 673, 1379]
ad-launceston: The Clipper Barque STAR OF VICTORIA, Captain R. McEachern, will sail for the above port about the 25th inst. Has good accommodation for passengers. For freight or passage, apply to THOMAS W. WHITE and SON, Tay-street. 17th August. bbox=[573, 1475, 698, 1578]
heading-latest-intelligence: LATEST INTELLIGENCE, (PER TELEGRAPH VIA MALTA.) bbox=[147, 1527, 276, 1557]
table-header: Letters. bbox=[352, 1218, 390, 1231]
heading-insurance-2: AUSTRALASIAN FIRE AND MARINE INSURANCE COMPANY. bbox=[841, 1230, 966, 1261]
errata-heading: Errata. bbox=[335, 946, 372, 957]
ad-wanted-4: WANTED, Junior Clerk who writes well. Apply at the South's office, Kelvin-street. bbox=[429, 602, 564, 638]
sub-danube: Captain Lawson, from Melbourne. bbox=[590, 706, 681, 726]
table-cell: 163 bbox=[390, 1252, 420, 1265]
table-row bbox=[288, 1230, 420, 1252]
heading-tue-3: TUESDAY, 25th AUGUST. bbox=[729, 991, 810, 1011]
sailing-ship-icon bbox=[608, 755, 664, 781]
no-reserve: NO RESERVE. bbox=[707, 498, 832, 517]
heading-guano: GUANO, GUANO, GUANO. bbox=[860, 689, 947, 710]
table-cell: 2251 bbox=[390, 1175, 420, 1188]
